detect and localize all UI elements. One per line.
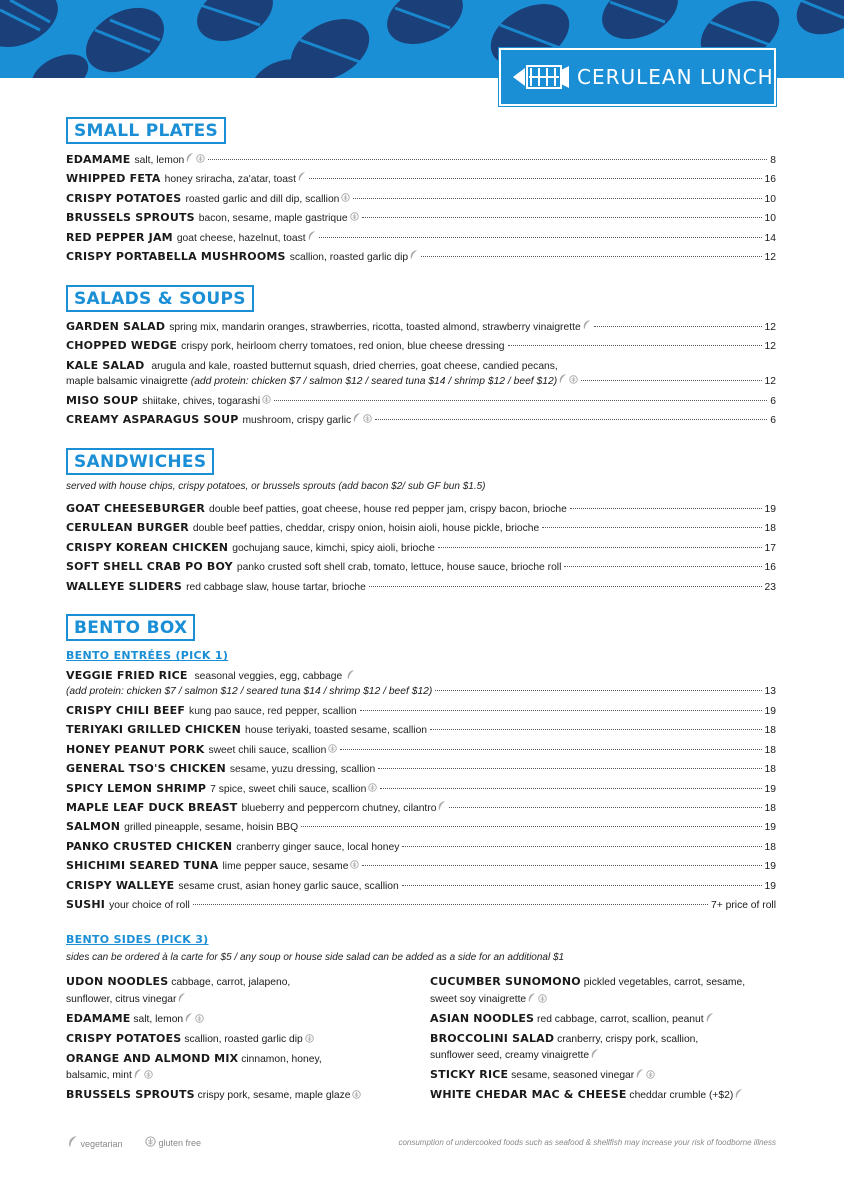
- dot-leader: [542, 527, 761, 528]
- vegetarian-icon: [298, 172, 306, 182]
- item-name: BRUSSELS SPROUTS: [66, 211, 195, 225]
- vegetarian-icon: [68, 1136, 78, 1148]
- dot-leader: [421, 256, 761, 257]
- item-price: 23: [764, 581, 776, 593]
- item-price: 18: [764, 764, 776, 776]
- legend-vegetarian-label: vegetarian: [80, 1139, 123, 1149]
- item-name: CERULEAN BURGER: [66, 521, 189, 535]
- dot-leader: [301, 826, 761, 827]
- menu-item: [66, 856, 776, 875]
- item-name: GENERAL TSO'S CHICKEN: [66, 762, 226, 776]
- protein-addon: (add protein: chicken $7 / salmon $12 / seared tuna $14 / shrimp $12 / beef $12): [190, 375, 558, 387]
- item-price: 7+ price of roll: [711, 899, 776, 911]
- legend-vegetarian: [66, 1136, 123, 1149]
- vegetarian-icon: [185, 1013, 193, 1023]
- item-price: 19: [764, 783, 776, 795]
- menu-item: [66, 208, 776, 227]
- item-price: 12: [764, 341, 776, 353]
- item-price: 18: [764, 725, 776, 737]
- item-price: 10: [764, 193, 776, 205]
- menu-item: [66, 668, 776, 699]
- menu-item: [66, 499, 776, 518]
- item-name: SPICY LEMON SHRIMP: [66, 781, 207, 795]
- side-name: BRUSSELS SPROUTS: [66, 1088, 195, 1101]
- side-item: [430, 1067, 776, 1085]
- item-price: 17: [764, 542, 776, 554]
- item-price: 19: [764, 706, 776, 717]
- section-title-bento-box: BENTO BOX: [66, 614, 195, 641]
- dot-leader: [362, 865, 761, 866]
- side-name: UDON NOODLES: [66, 975, 169, 988]
- bento-entrees-list: [66, 668, 776, 914]
- vegetarian-icon: [528, 993, 536, 1003]
- item-name: SUSHI: [66, 897, 106, 911]
- menu-item: [66, 740, 776, 759]
- gluten-free-icon: [569, 375, 578, 384]
- dot-leader: [402, 846, 761, 847]
- vegetarian-icon: [636, 1069, 644, 1079]
- side-desc: sunflower seed, creamy vinaigrette: [430, 1050, 590, 1061]
- vegetarian-icon: [591, 1049, 599, 1059]
- item-price: 10: [764, 213, 776, 225]
- vegetarian-icon: [735, 1089, 743, 1099]
- item-name: VEGGIE FRIED RICE: [66, 669, 188, 682]
- side-name: CUCUMBER SUNOMONO: [430, 975, 581, 988]
- menu-item: [66, 701, 776, 720]
- menu-item: [66, 895, 776, 914]
- vegetarian-icon: [308, 231, 316, 241]
- side-desc: scallion, roasted garlic dip: [184, 1033, 303, 1045]
- section-title-sandwiches: SANDWICHES: [66, 448, 214, 475]
- item-desc: seasonal veggies, egg, cabbage: [194, 671, 343, 682]
- bento-sides-title: BENTO SIDES (PICK 3): [66, 933, 209, 946]
- item-name: GARDEN SALAD: [66, 320, 166, 333]
- item-name: HONEY PEANUT PORK: [66, 742, 205, 756]
- item-desc: panko crusted soft shell crab, tomato, lettuce, house sauce, brioche roll: [236, 562, 562, 574]
- item-name: CREAMY ASPARAGUS SOUP: [66, 413, 239, 427]
- dot-leader: [378, 768, 761, 769]
- item-name: SALMON: [66, 820, 121, 834]
- gluten-free-icon: [328, 744, 337, 753]
- dot-leader: [360, 710, 762, 711]
- gluten-free-icon: [262, 395, 271, 404]
- item-name: GOAT CHEESEBURGER: [66, 502, 206, 515]
- item-desc: crispy pork, heirloom cherry tomatoes, red onion, blue cheese dressing: [181, 341, 505, 353]
- side-item: [66, 1051, 406, 1085]
- dot-leader: [274, 400, 767, 401]
- item-desc: scallion, roasted garlic dip: [289, 251, 409, 263]
- section-title-salads-soups: SALADS & SOUPS: [66, 285, 254, 312]
- bento-entrees-title: BENTO ENTRÉES (PICK 1): [66, 649, 229, 662]
- item-price: 12: [764, 251, 776, 263]
- gluten-free-icon: [144, 1070, 153, 1079]
- menu-item: [66, 798, 776, 817]
- item-price: 12: [764, 375, 776, 387]
- menu-item: [66, 228, 776, 247]
- item-name: SOFT SHELL CRAB PO BOY: [66, 560, 233, 574]
- item-desc: roasted garlic and dill dip, scallion: [185, 193, 340, 205]
- item-desc: double beef patties, goat cheese, house red pepper jam, crispy bacon, brioche: [209, 504, 567, 515]
- side-item: [430, 1031, 776, 1065]
- side-item: [66, 1011, 406, 1029]
- item-price: 6: [770, 395, 776, 407]
- vegetarian-icon: [410, 250, 418, 260]
- item-price: 12: [764, 322, 776, 333]
- item-price: 19: [764, 861, 776, 873]
- dot-leader: [362, 217, 762, 218]
- item-desc: sweet chili sauce, scallion: [208, 744, 327, 756]
- menu-item: [66, 817, 776, 836]
- side-item: [66, 974, 406, 1008]
- item-desc: sesame, yuzu dressing, scallion: [229, 764, 376, 776]
- legend-gluten-free: [143, 1136, 201, 1148]
- fish-logo-icon: [511, 60, 571, 94]
- item-name: WALLEYE SLIDERS: [66, 579, 183, 593]
- bento-sides-left: [66, 974, 406, 1107]
- menu-item: [66, 247, 776, 266]
- menu-item: [66, 169, 776, 188]
- item-desc: grilled pineapple, sesame, hoisin BBQ: [124, 822, 299, 834]
- menu-item: [66, 518, 776, 537]
- side-desc: cranberry, crispy pork, scallion,: [557, 1033, 699, 1045]
- menu-item: [66, 837, 776, 856]
- dot-leader: [353, 198, 761, 199]
- menu-item: [66, 557, 776, 576]
- side-desc: salt, lemon: [133, 1013, 184, 1025]
- dot-leader: [564, 566, 761, 567]
- item-desc: double beef patties, cheddar, crispy onion, hoisin aioli, house pickle, brioche: [192, 523, 540, 535]
- item-desc: spring mix, mandarin oranges, strawberries, ricotta, toasted almond, strawberry vinaigrette: [169, 322, 581, 333]
- side-desc: sweet soy vinaigrette: [430, 993, 527, 1005]
- item-desc: house teriyaki, toasted sesame, scallion: [245, 725, 428, 737]
- salads-soups-list: [66, 317, 776, 430]
- item-name: PANKO CRUSTED CHICKEN: [66, 839, 233, 853]
- vegetarian-icon: [438, 801, 446, 811]
- side-desc: crispy pork, sesame, maple glaze: [197, 1090, 351, 1101]
- item-name: CRISPY POTATOES: [66, 191, 182, 205]
- menu-item: [66, 779, 776, 798]
- dot-leader: [449, 807, 761, 808]
- item-price: 19: [764, 822, 776, 834]
- gluten-free-icon: [341, 193, 350, 202]
- menu-item: [66, 577, 776, 596]
- section-title-small-plates: SMALL PLATES: [66, 117, 226, 144]
- item-price: 6: [770, 415, 776, 427]
- side-desc: cinnamon, honey,: [241, 1053, 322, 1065]
- item-name: RED PEPPER JAM: [66, 230, 173, 244]
- dot-leader: [402, 885, 762, 886]
- dot-leader: [375, 419, 767, 420]
- side-name: CRISPY POTATOES: [66, 1031, 182, 1045]
- menu-item: [66, 336, 776, 355]
- side-name: EDAMAME: [66, 1011, 131, 1025]
- gluten-free-icon: [363, 414, 372, 423]
- side-desc: sunflower, citrus vinegar: [66, 993, 177, 1005]
- side-name: ORANGE AND ALMOND MIX: [66, 1051, 239, 1065]
- bento-sides-right: [430, 974, 776, 1107]
- item-name: EDAMAME: [66, 153, 131, 166]
- item-price: 16: [764, 562, 776, 574]
- vegetarian-icon: [186, 153, 194, 163]
- item-desc: 7 spice, sweet chili sauce, scallion: [210, 783, 367, 795]
- item-name: SHICHIMI SEARED TUNA: [66, 859, 219, 873]
- item-desc: bacon, sesame, maple gastrique: [198, 213, 348, 225]
- vegetarian-icon: [559, 374, 567, 384]
- legend-gluten-free-label: gluten free: [158, 1138, 202, 1148]
- vegetarian-icon: [706, 1013, 714, 1023]
- menu-item: [66, 876, 776, 895]
- brand-logo: [499, 48, 776, 106]
- item-price: 18: [764, 523, 776, 535]
- vegetarian-icon: [353, 413, 361, 423]
- item-desc: lime pepper sauce, sesame: [222, 861, 349, 873]
- gluten-free-icon: [350, 860, 359, 869]
- item-price: 18: [764, 841, 776, 853]
- item-price: 18: [764, 802, 776, 814]
- item-name: CHOPPED WEDGE: [66, 339, 178, 353]
- dot-leader: [430, 729, 761, 730]
- side-desc: pickled vegetables, carrot, sesame,: [583, 977, 746, 988]
- side-desc: red cabbage, carrot, scallion, peanut: [537, 1013, 704, 1025]
- item-desc: mushroom, crispy garlic: [242, 415, 352, 427]
- item-price: 14: [764, 232, 776, 244]
- dot-leader: [369, 586, 762, 587]
- dot-leader: [309, 178, 762, 179]
- item-price: 16: [764, 174, 776, 186]
- item-desc: maple balsamic vinaigrette: [66, 375, 188, 387]
- item-name: WHIPPED FETA: [66, 172, 161, 186]
- item-desc: red cabbage slaw, house tartar, brioche: [186, 581, 366, 593]
- side-desc: sesame, seasoned vinegar: [511, 1070, 635, 1081]
- side-name: BROCCOLINI SALAD: [430, 1031, 555, 1045]
- small-plates-list: [66, 150, 776, 266]
- dot-leader: [208, 159, 767, 160]
- gluten-free-icon: [352, 1090, 361, 1099]
- side-name: STICKY RICE: [430, 1068, 509, 1081]
- vegetarian-icon: [583, 320, 591, 330]
- menu-item: [66, 391, 776, 410]
- side-desc: balsamic, mint: [66, 1070, 132, 1081]
- side-item: [430, 974, 776, 1008]
- sandwiches-list: [66, 499, 776, 596]
- menu-item: [66, 150, 776, 169]
- side-desc: cheddar crumble (+$2): [629, 1090, 734, 1101]
- dot-leader: [594, 326, 762, 327]
- item-desc: goat cheese, hazelnut, toast: [176, 232, 306, 244]
- dot-leader: [193, 904, 708, 905]
- gluten-free-icon: [196, 154, 205, 163]
- side-item: [430, 1011, 776, 1029]
- item-desc: cranberry ginger sauce, local honey: [236, 841, 400, 853]
- item-desc: your choice of roll: [109, 899, 190, 911]
- menu-item: [66, 358, 776, 389]
- item-price: 13: [764, 686, 776, 697]
- vegetarian-icon: [178, 993, 186, 1003]
- item-desc: salt, lemon: [134, 155, 185, 166]
- item-desc: sesame crust, asian honey garlic sauce, scallion: [178, 880, 399, 892]
- menu-item: [66, 720, 776, 739]
- vegetarian-icon: [134, 1069, 142, 1079]
- item-desc: gochujang sauce, kimchi, spicy aioli, brioche: [232, 542, 435, 554]
- side-name: WHITE CHEDAR MAC & CHEESE: [430, 1088, 627, 1101]
- menu-item: [66, 317, 776, 336]
- dot-leader: [319, 237, 762, 238]
- side-name: ASIAN NOODLES: [430, 1011, 535, 1025]
- item-name: MAPLE LEAF DUCK BREAST: [66, 800, 238, 814]
- menu-item: [66, 189, 776, 208]
- dot-leader: [438, 547, 762, 548]
- gluten-free-icon: [145, 1136, 156, 1147]
- item-price: 18: [764, 744, 776, 756]
- item-desc: kung pao sauce, red pepper, scallion: [189, 706, 357, 717]
- item-price: 8: [770, 155, 776, 166]
- protein-addon: (add protein: chicken $7 / salmon $12 / seared tuna $14 / shrimp $12 / beef $12): [66, 686, 433, 697]
- gluten-free-icon: [195, 1014, 204, 1023]
- item-name: MISO SOUP: [66, 393, 139, 407]
- side-item: [430, 1087, 776, 1105]
- item-name: KALE SALAD: [66, 358, 145, 372]
- gluten-free-icon: [646, 1070, 655, 1079]
- gluten-free-icon: [368, 783, 377, 792]
- dot-leader: [508, 345, 762, 346]
- side-item: [66, 1031, 406, 1049]
- brand-name: CERULEAN LUNCH: [577, 65, 774, 89]
- item-name: CRISPY WALLEYE: [66, 878, 175, 892]
- dot-leader: [340, 749, 761, 750]
- bento-sides-note: sides can be ordered à la carte for $5 / any soup or house side salad can be added as a side for an additional $1: [66, 952, 565, 963]
- sandwiches-note: served with house chips, crispy potatoes, or brussels sprouts (add bacon $2/ sub GF bun $1.5): [66, 481, 486, 492]
- vegetarian-icon: [347, 670, 355, 680]
- item-price: 19: [764, 504, 776, 515]
- item-name: CRISPY CHILI BEEF: [66, 704, 186, 717]
- item-price: 19: [764, 880, 776, 892]
- dot-leader: [380, 788, 761, 789]
- item-desc: blueberry and peppercorn chutney, cilantro: [241, 802, 437, 814]
- gluten-free-icon: [350, 212, 359, 221]
- gluten-free-icon: [305, 1034, 314, 1043]
- item-desc: honey sriracha, za'atar, toast: [164, 174, 296, 186]
- item-name: CRISPY PORTABELLA MUSHROOMS: [66, 249, 286, 263]
- foodborne-disclaimer: consumption of undercooked foods such as seafood & shellfish may increase your risk of foodborne illness: [398, 1138, 776, 1147]
- item-name: TERIYAKI GRILLED CHICKEN: [66, 723, 242, 737]
- item-desc: shiitake, chives, togarashi: [142, 395, 261, 407]
- dot-leader: [570, 508, 762, 509]
- item-desc: arugula and kale, roasted butternut squash, dried cherries, goat cheese, candied pecans,: [151, 360, 558, 372]
- menu-item: [66, 410, 776, 429]
- gluten-free-icon: [538, 994, 547, 1003]
- menu-item: [66, 538, 776, 557]
- menu-item: [66, 759, 776, 778]
- item-name: CRISPY KOREAN CHICKEN: [66, 540, 229, 554]
- side-item: [66, 1087, 406, 1105]
- side-desc: cabbage, carrot, jalapeno,: [171, 977, 291, 988]
